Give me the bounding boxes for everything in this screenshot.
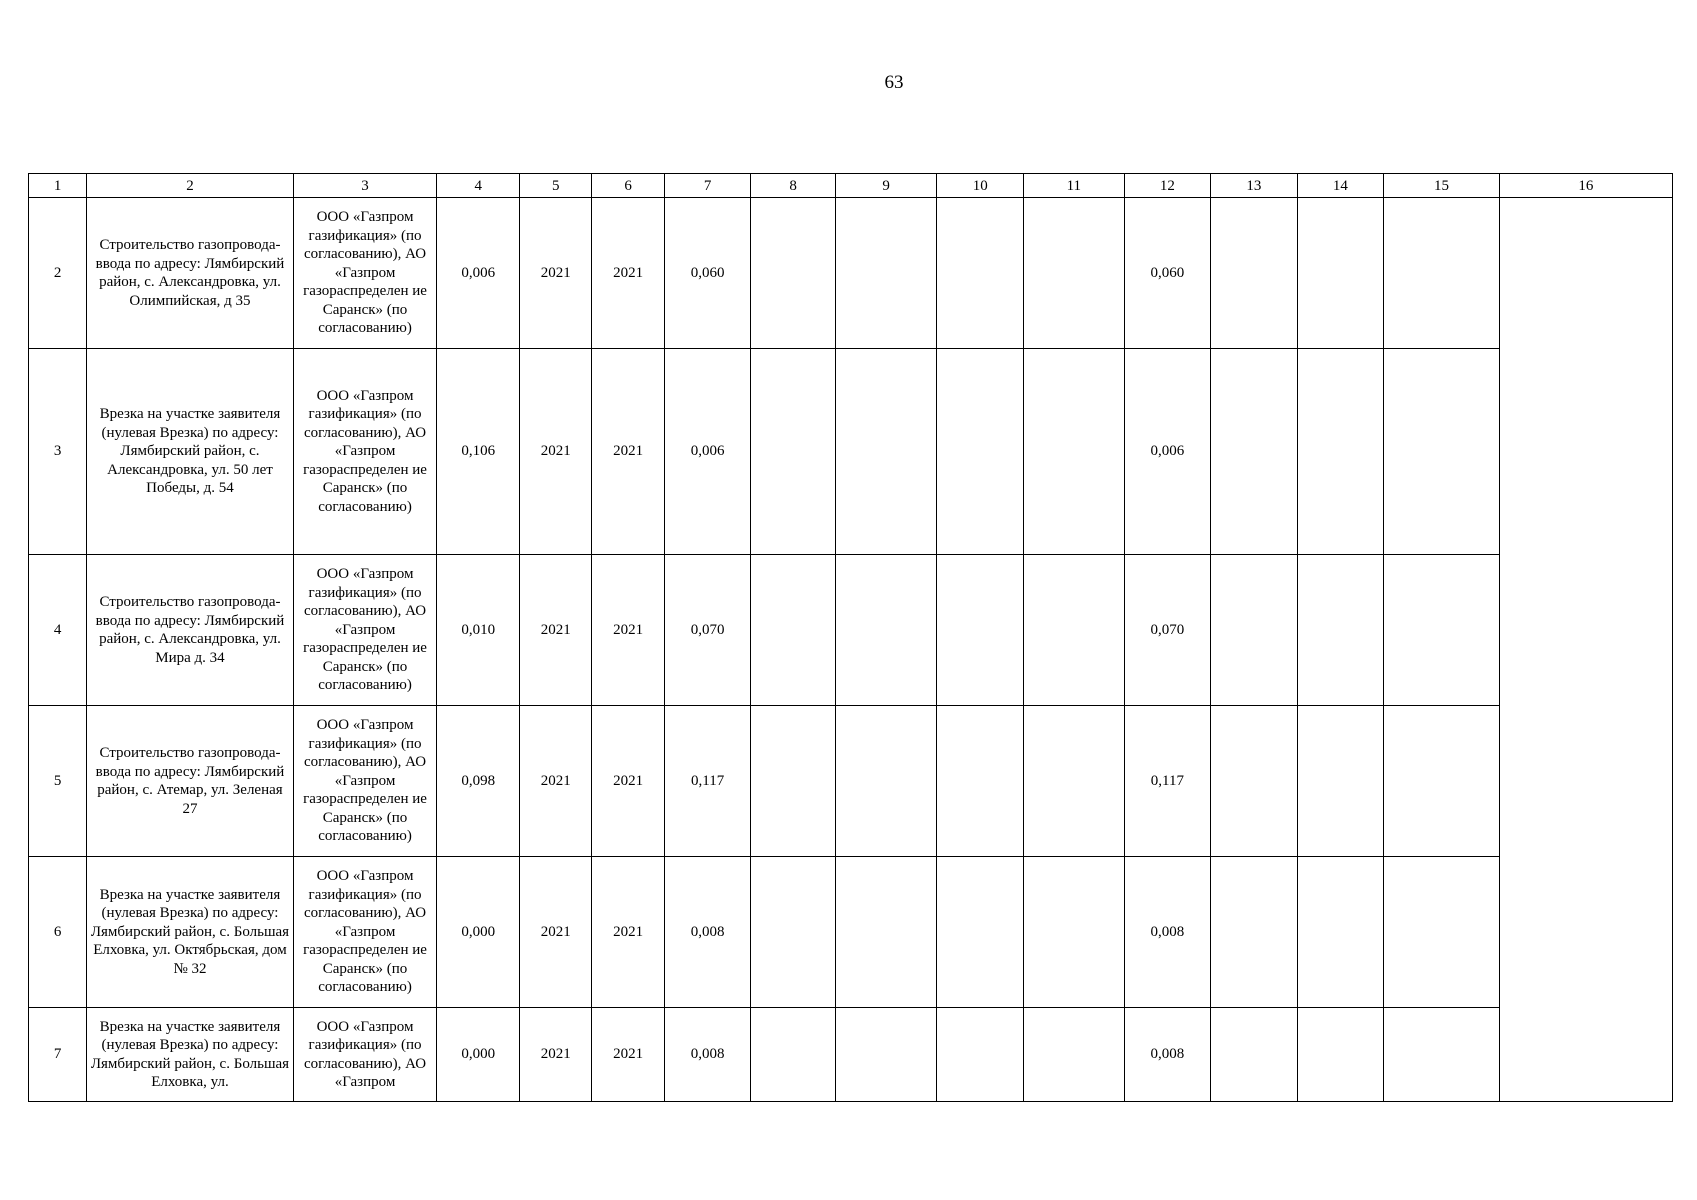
column-header: 12 [1124,174,1211,198]
value-cell [1384,198,1500,349]
value-cell [835,198,937,349]
year-end: 2021 [592,198,664,349]
column-header: 1 [29,174,87,198]
table-row [29,706,1673,857]
value-cell: 0,008 [1124,1008,1211,1102]
column-header: 11 [1023,174,1124,198]
row-number: 6 [29,857,87,1008]
table-row [29,349,1673,555]
value-cell [1297,706,1384,857]
column-number-row [29,174,1673,198]
responsible-org: ООО «Газпром газификация» (по согласованию), АО «Газпром [293,1008,437,1102]
value-cell [751,198,836,349]
value-cell [1297,555,1384,706]
value-cell [751,1008,836,1102]
value-cell [1023,857,1124,1008]
value-cell [751,349,836,555]
value-cell: 0,008 [664,857,751,1008]
page-number: 63 [884,72,904,93]
value-cell [1297,857,1384,1008]
responsible-org: ООО «Газпром газификация» (по согласованию), АО «Газпром газораспределен ие Саранск» (по согласованию) [293,198,437,349]
row-number: 4 [29,555,87,706]
object-name: Строительство газопровода-ввода по адресу: Лямбирский район, с. Александровка, ул. Мира д. 34 [87,555,293,706]
year-end: 2021 [592,1008,664,1102]
value-cell: 0,060 [664,198,751,349]
table-row [29,198,1673,349]
column-header: 5 [519,174,591,198]
value-cell: 0,106 [437,349,520,555]
object-name: Врезка на участке заявителя (нулевая Врезка) по адресу: Лямбирский район, с. Александровка, ул. 50 лет Победы, д. 54 [87,349,293,555]
table-row [29,555,1673,706]
year-start: 2021 [519,198,591,349]
value-cell [937,706,1024,857]
value-cell: 0,117 [664,706,751,857]
row-number: 2 [29,198,87,349]
value-cell [1384,857,1500,1008]
value-cell [1211,349,1298,555]
year-start: 2021 [519,706,591,857]
value-cell: 0,006 [1124,349,1211,555]
value-cell [1211,555,1298,706]
value-cell [1297,349,1384,555]
value-cell [1297,1008,1384,1102]
value-cell [1384,349,1500,555]
column-header: 4 [437,174,520,198]
value-cell [751,706,836,857]
column-header: 3 [293,174,437,198]
value-cell: 0,070 [1124,555,1211,706]
value-cell [937,198,1024,349]
value-cell: 0,000 [437,857,520,1008]
value-cell [835,857,937,1008]
year-start: 2021 [519,1008,591,1102]
row-number: 3 [29,349,87,555]
value-cell: 0,098 [437,706,520,857]
column-header: 7 [664,174,751,198]
column-header: 6 [592,174,664,198]
value-cell: 0,010 [437,555,520,706]
value-cell: 0,060 [1124,198,1211,349]
value-cell [1211,706,1298,857]
year-end: 2021 [592,857,664,1008]
responsible-org: ООО «Газпром газификация» (по согласованию), АО «Газпром газораспределен ие Саранск» (по согласованию) [293,706,437,857]
row-number: 7 [29,1008,87,1102]
value-cell [1297,198,1384,349]
object-name: Строительство газопровода-ввода по адресу: Лямбирский район, с. Александровка, ул. Олимпийская, д 35 [87,198,293,349]
data-table [28,173,1673,1102]
value-cell: 0,117 [1124,706,1211,857]
value-cell [1023,555,1124,706]
value-cell [1023,706,1124,857]
value-cell [835,555,937,706]
column-header: 16 [1499,174,1672,198]
value-cell: 0,006 [437,198,520,349]
row-number: 5 [29,706,87,857]
column-header: 10 [937,174,1024,198]
value-cell [937,1008,1024,1102]
object-name: Строительство газопровода-ввода по адресу: Лямбирский район, с. Атемар, ул. Зеленая 27 [87,706,293,857]
merged-column-16 [1499,198,1672,1102]
table-row [29,857,1673,1008]
column-header: 2 [87,174,293,198]
object-name: Врезка на участке заявителя (нулевая Врезка) по адресу: Лямбирский район, с. Большая Елховка, ул. Октябрьская, дом № 32 [87,857,293,1008]
responsible-org: ООО «Газпром газификация» (по согласованию), АО «Газпром газораспределен ие Саранск» (по согласованию) [293,555,437,706]
column-header: 8 [751,174,836,198]
value-cell [835,1008,937,1102]
value-cell [835,349,937,555]
year-end: 2021 [592,706,664,857]
column-header: 13 [1211,174,1298,198]
responsible-org: ООО «Газпром газификация» (по согласованию), АО «Газпром газораспределен ие Саранск» (по согласованию) [293,349,437,555]
year-end: 2021 [592,555,664,706]
value-cell: 0,006 [664,349,751,555]
value-cell [1384,1008,1500,1102]
column-header: 14 [1297,174,1384,198]
value-cell [751,555,836,706]
year-end: 2021 [592,349,664,555]
value-cell [1384,706,1500,857]
value-cell: 0,008 [1124,857,1211,1008]
value-cell [937,555,1024,706]
year-start: 2021 [519,555,591,706]
column-header: 15 [1384,174,1500,198]
value-cell [1023,1008,1124,1102]
value-cell [937,349,1024,555]
value-cell [1211,857,1298,1008]
value-cell: 0,008 [664,1008,751,1102]
value-cell [1023,198,1124,349]
column-header: 9 [835,174,937,198]
value-cell [1211,1008,1298,1102]
value-cell [1384,555,1500,706]
value-cell [937,857,1024,1008]
value-cell: 0,070 [664,555,751,706]
value-cell [835,706,937,857]
responsible-org: ООО «Газпром газификация» (по согласованию), АО «Газпром газораспределен ие Саранск» (по согласованию) [293,857,437,1008]
value-cell: 0,000 [437,1008,520,1102]
value-cell [1211,198,1298,349]
year-start: 2021 [519,857,591,1008]
object-name: Врезка на участке заявителя (нулевая Врезка) по адресу: Лямбирский район, с. Большая Елховка, ул. [87,1008,293,1102]
year-start: 2021 [519,349,591,555]
table-row [29,1008,1673,1102]
value-cell [751,857,836,1008]
value-cell [1023,349,1124,555]
